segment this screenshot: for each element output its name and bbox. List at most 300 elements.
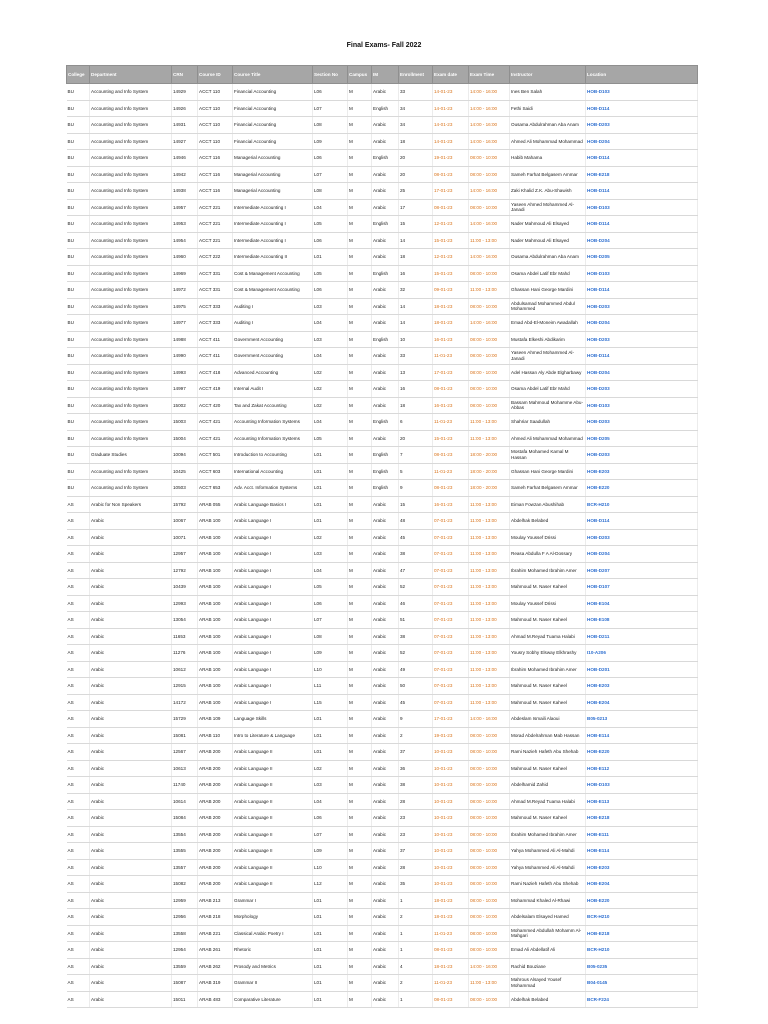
cell-enrollment: 20 [399,150,433,167]
cell-crn: 15003 [172,414,198,431]
cell-enrollment: 45 [399,529,433,546]
cell-college: BU [67,447,90,464]
cell-instructor: Nader Mahmoud Ali Elsayed [510,216,586,233]
cell-course-id: ACCT 110 [198,100,233,117]
cell-course-id: ACCT 110 [198,117,233,134]
table-row [67,942,698,959]
cell-loc: HOB-D114 [586,513,698,530]
cell-instructor: Ibrahim Mohamed Ibrahim Amer [510,562,586,579]
cell-im: Arabic [372,826,399,843]
cell-crn: 14997 [172,381,198,398]
cell-campus: M [348,117,372,134]
cell-date: 07-01-23 [433,661,469,678]
cell-time: 11:00 - 13:00 [469,645,510,662]
cell-college: BU [67,414,90,431]
cell-time: 11:00 - 13:00 [469,430,510,447]
cell-college: AS [67,628,90,645]
cell-college: AS [67,958,90,975]
cell-crn: 10613 [172,760,198,777]
cell-course-title: Arabic Language I [233,678,313,695]
cell-department: Arabic [90,513,172,530]
column-header-campus: Campus [348,66,372,84]
cell-date: 10-01-23 [433,793,469,810]
cell-loc: HOB-D203 [586,414,698,431]
cell-campus: M [348,612,372,629]
cell-section-no: L06 [313,595,348,612]
cell-date: 10-01-23 [433,810,469,827]
table-row [67,430,698,447]
cell-im: Arabic [372,546,399,563]
cell-im: English [372,150,399,167]
cell-instructor: Moulay Youssef Drissi [510,595,586,612]
cell-crn: 15082 [172,876,198,893]
cell-campus: M [348,183,372,200]
cell-college: AS [67,612,90,629]
cell-crn: 13054 [172,612,198,629]
table-row [67,859,698,876]
cell-enrollment: 28 [399,859,433,876]
cell-loc: HOB-D203 [586,298,698,315]
column-header-instructor: Instructor [510,66,586,84]
cell-college: BU [67,397,90,414]
cell-im: Arabic [372,199,399,216]
cell-time: 14:00 - 16:00 [469,711,510,728]
table-row [67,282,698,299]
cell-department: Arabic [90,529,172,546]
cell-instructor: Zaki Khalid Z.K. Abu-Shawish [510,183,586,200]
cell-campus: M [348,529,372,546]
cell-crn: 14960 [172,249,198,266]
cell-im: Arabic [372,793,399,810]
column-header-time: Exam Time [469,66,510,84]
cell-im: English [372,480,399,497]
cell-course-id: ARAB 100 [198,546,233,563]
cell-campus: M [348,546,372,563]
cell-time: 14:00 - 16:00 [469,249,510,266]
cell-section-no: L10 [313,859,348,876]
cell-course-title: Accounting Information Systems [233,430,313,447]
cell-instructor: Mahmoud M. Naser Kaheel [510,760,586,777]
cell-section-no: L01 [313,496,348,513]
cell-department: Arabic [90,810,172,827]
cell-loc: HOB-E204 [586,694,698,711]
table-row [67,727,698,744]
cell-loc: HOB-D204 [586,232,698,249]
cell-campus: M [348,265,372,282]
cell-im: English [372,265,399,282]
cell-college: AS [67,876,90,893]
cell-campus: M [348,447,372,464]
cell-course-title: Arabic Language I [233,612,313,629]
cell-date: 07-01-23 [433,562,469,579]
cell-instructor: Ibrahim Mohamed Ibrahim Amer [510,826,586,843]
cell-date: 11-01-23 [433,414,469,431]
cell-loc: HOB-D204 [586,546,698,563]
cell-section-no: L10 [313,661,348,678]
cell-date: 11-01-23 [433,463,469,480]
cell-department: Arabic [90,909,172,926]
cell-loc: BCR-H210 [586,909,698,926]
cell-course-id: ARAB 100 [198,645,233,662]
table-row [67,760,698,777]
cell-im: Arabic [372,892,399,909]
cell-im: Arabic [372,958,399,975]
cell-loc: HOB-E114 [586,727,698,744]
cell-department: Accounting and Info System [90,232,172,249]
cell-instructor: Yaseen Ahmed Mohammed Al-Janadi [510,199,586,216]
cell-campus: M [348,975,372,992]
cell-date: 11-01-23 [433,925,469,942]
cell-enrollment: 46 [399,595,433,612]
cell-im: Arabic [372,612,399,629]
cell-department: Arabic [90,859,172,876]
cell-campus: M [348,315,372,332]
cell-time: 08:00 - 10:00 [469,925,510,942]
cell-course-title: Arabic Language I [233,513,313,530]
cell-loc: HOB-D211 [586,628,698,645]
cell-crn: 14977 [172,315,198,332]
cell-date: 10-01-23 [433,777,469,794]
cell-section-no: L05 [313,265,348,282]
cell-course-title: Rhetoric [233,942,313,959]
table-row [67,678,698,695]
cell-loc: HOB-E104 [586,595,698,612]
column-header-loc: Location [586,66,698,84]
cell-campus: M [348,793,372,810]
cell-course-id: ARAB 100 [198,612,233,629]
cell-course-id: ACCT 418 [198,364,233,381]
cell-course-title: Financial Accounting [233,133,313,150]
cell-crn: 13559 [172,958,198,975]
cell-crn: 14972 [172,282,198,299]
cell-campus: M [348,414,372,431]
cell-enrollment: 34 [399,117,433,134]
cell-course-id: ARAB 200 [198,859,233,876]
cell-loc: HOB-E112 [586,760,698,777]
cell-course-title: Prosody and Metrics [233,958,313,975]
cell-instructor: Yahya Mohammed Ali Al-Mahdi [510,859,586,876]
cell-loc: HOB-E218 [586,166,698,183]
cell-time: 18:00 - 20:00 [469,463,510,480]
cell-loc: HOB-D114 [586,100,698,117]
table-row [67,513,698,530]
table-row [67,447,698,464]
cell-course-id: ACCT 421 [198,414,233,431]
cell-time: 11:00 - 13:00 [469,628,510,645]
cell-crn: 15792 [172,496,198,513]
cell-course-title: Arabic Language I [233,579,313,596]
cell-instructor: Abdulsamad Mohammed Abdul Mohammed [510,298,586,315]
cell-crn: 10614 [172,793,198,810]
cell-campus: M [348,298,372,315]
cell-instructor: Sameh Farhat Belgasem Ammar [510,166,586,183]
cell-section-no: L08 [313,117,348,134]
cell-course-id: ACCT 421 [198,430,233,447]
cell-college: BU [67,364,90,381]
cell-section-no: L05 [313,216,348,233]
cell-campus: M [348,331,372,348]
cell-section-no: L01 [313,513,348,530]
cell-im: Arabic [372,661,399,678]
cell-instructor: Habib Mahama [510,150,586,167]
cell-crn: 13557 [172,859,198,876]
cell-crn: 13554 [172,826,198,843]
cell-enrollment: 2 [399,727,433,744]
cell-section-no: L03 [313,298,348,315]
cell-department: Accounting and Info System [90,183,172,200]
cell-course-title: Arabic Language II [233,760,313,777]
cell-instructor: Moulay Youssef Drissi [510,529,586,546]
cell-course-id: ARAB 200 [198,777,233,794]
cell-im: Arabic [372,298,399,315]
cell-enrollment: 36 [399,760,433,777]
cell-instructor: Mohammed Abdullah Mohamm Al-Mahgari [510,925,586,942]
cell-enrollment: 13 [399,364,433,381]
cell-college: AS [67,925,90,942]
cell-date: 07-01-23 [433,628,469,645]
cell-instructor: Ousama Abdulrahman Aba Anam [510,117,586,134]
cell-course-title: Grammar I [233,892,313,909]
cell-time: 11:00 - 13:00 [469,612,510,629]
cell-crn: 13555 [172,843,198,860]
table-row [67,612,698,629]
cell-department: Accounting and Info System [90,249,172,266]
cell-time: 08:00 - 10:00 [469,892,510,909]
cell-campus: M [348,942,372,959]
cell-loc: I10-A206 [586,645,698,662]
cell-instructor: Abdelsalam Elsayed Hamed [510,909,586,926]
cell-instructor: Abdelhak Belabed [510,991,586,1008]
cell-im: Arabic [372,991,399,1008]
cell-department: Arabic [90,958,172,975]
table-row [67,991,698,1008]
cell-loc: HOB-D204 [586,133,698,150]
cell-section-no: L08 [313,628,348,645]
cell-college: AS [67,562,90,579]
cell-date: 07-01-23 [433,546,469,563]
cell-college: BU [67,381,90,398]
cell-time: 08:00 - 10:00 [469,843,510,860]
cell-loc: HOB-D201 [586,661,698,678]
cell-department: Accounting and Info System [90,282,172,299]
cell-time: 11:00 - 13:00 [469,562,510,579]
cell-im: Arabic [372,166,399,183]
cell-campus: M [348,909,372,926]
cell-campus: M [348,661,372,678]
cell-campus: M [348,397,372,414]
cell-course-id: ARAB 200 [198,876,233,893]
cell-time: 08:00 - 10:00 [469,381,510,398]
cell-time: 08:00 - 10:00 [469,942,510,959]
cell-section-no: L06 [313,150,348,167]
cell-section-no: L01 [313,942,348,959]
cell-loc: HOB-D103 [586,84,698,101]
cell-instructor: Mustafa Elkeshi Abdikarim [510,331,586,348]
cell-enrollment: 50 [399,678,433,695]
cell-crn: 15081 [172,727,198,744]
cell-im: Arabic [372,183,399,200]
cell-college: AS [67,694,90,711]
cell-course-id: ACCT 222 [198,249,233,266]
cell-campus: M [348,727,372,744]
cell-loc: HOB-D203 [586,117,698,134]
cell-campus: M [348,777,372,794]
cell-course-title: Cost & Management Accounting [233,265,313,282]
cell-course-title: Language Skills [233,711,313,728]
cell-date: 18-01-23 [433,315,469,332]
cell-date: 16-01-23 [433,397,469,414]
cell-time: 08:00 - 10:00 [469,166,510,183]
table-row [67,117,698,134]
cell-im: Arabic [372,496,399,513]
cell-section-no: L01 [313,480,348,497]
cell-crn: 15004 [172,430,198,447]
cell-section-no: L01 [313,991,348,1008]
cell-department: Accounting and Info System [90,364,172,381]
cell-loc: BCR-F224 [586,991,698,1008]
cell-course-id: ARAB 200 [198,810,233,827]
cell-loc: HOB-D203 [586,381,698,398]
cell-crn: 14988 [172,331,198,348]
cell-section-no: L07 [313,166,348,183]
cell-im: Arabic [372,975,399,992]
cell-enrollment: 1 [399,991,433,1008]
cell-enrollment: 1 [399,942,433,959]
cell-college: AS [67,645,90,662]
table-row [67,694,698,711]
cell-im: Arabic [372,628,399,645]
cell-section-no: L09 [313,133,348,150]
cell-instructor: Yahya Mohammed Ali Al-Mahdi [510,843,586,860]
table-row [67,100,698,117]
cell-time: 08:00 - 10:00 [469,876,510,893]
cell-time: 14:00 - 16:00 [469,133,510,150]
cell-course-id: ACCT 419 [198,381,233,398]
cell-college: AS [67,843,90,860]
cell-section-no: L02 [313,381,348,398]
cell-campus: M [348,579,372,596]
table-body [67,84,698,1008]
cell-loc: BCR-H210 [586,496,698,513]
cell-college: AS [67,744,90,761]
cell-instructor: Abdelhak Belabed [510,513,586,530]
cell-loc: HOB-E204 [586,876,698,893]
table-row [67,199,698,216]
cell-im: Arabic [372,727,399,744]
table-row [67,298,698,315]
cell-department: Accounting and Info System [90,100,172,117]
cell-enrollment: 16 [399,265,433,282]
cell-course-title: Arabic Language II [233,876,313,893]
table-row [67,925,698,942]
cell-enrollment: 2 [399,909,433,926]
cell-department: Accounting and Info System [90,430,172,447]
cell-loc: HOB-D107 [586,579,698,596]
cell-campus: M [348,480,372,497]
cell-instructor: Mahmoud M. Naser Kaheel [510,612,586,629]
cell-date: 10-01-23 [433,744,469,761]
cell-instructor: Osama Abdel Latif Ebr Mahd [510,381,586,398]
cell-crn: 14938 [172,183,198,200]
column-header-enrollment: Enrollment [399,66,433,84]
cell-college: AS [67,661,90,678]
cell-department: Accounting and Info System [90,265,172,282]
cell-date: 18-01-23 [433,298,469,315]
cell-course-id: ACCT 411 [198,331,233,348]
cell-crn: 11653 [172,628,198,645]
cell-time: 08:00 - 10:00 [469,265,510,282]
cell-course-title: Intermediate Accounting II [233,249,313,266]
cell-course-title: Auditing I [233,298,313,315]
cell-date: 09-01-23 [433,282,469,299]
cell-section-no: L01 [313,249,348,266]
cell-loc: HOB-E113 [586,793,698,810]
cell-college: BU [67,117,90,134]
cell-enrollment: 17 [399,199,433,216]
cell-department: Arabic [90,991,172,1008]
cell-im: Arabic [372,843,399,860]
cell-enrollment: 15 [399,496,433,513]
cell-campus: M [348,826,372,843]
table-row [67,562,698,579]
cell-crn: 14931 [172,117,198,134]
cell-date: 14-01-23 [433,84,469,101]
cell-enrollment: 18 [399,249,433,266]
cell-date: 17-01-23 [433,183,469,200]
cell-campus: M [348,513,372,530]
cell-campus: M [348,166,372,183]
cell-date: 17-01-23 [433,364,469,381]
cell-section-no: L07 [313,826,348,843]
cell-course-title: Adv. Acct. Information Systems [233,480,313,497]
cell-college: AS [67,529,90,546]
cell-date: 12-01-23 [433,249,469,266]
cell-department: Arabic [90,942,172,959]
cell-loc: HOB-D114 [586,348,698,365]
cell-department: Arabic [90,612,172,629]
cell-department: Accounting and Info System [90,216,172,233]
table-row [67,975,698,992]
cell-loc: HOB-E218 [586,925,698,942]
cell-im: Arabic [372,249,399,266]
cell-loc: HOB-E108 [586,612,698,629]
cell-college: AS [67,678,90,695]
cell-course-title: Managerial Accounting [233,166,313,183]
cell-im: Arabic [372,810,399,827]
cell-course-id: ARAB 110 [198,727,233,744]
cell-date: 15-01-23 [433,232,469,249]
cell-campus: M [348,133,372,150]
cell-time: 18:00 - 20:00 [469,480,510,497]
cell-campus: M [348,843,372,860]
cell-department: Arabic [90,744,172,761]
cell-date: 17-01-23 [433,711,469,728]
table-row [67,595,698,612]
cell-course-id: ACCT 110 [198,84,233,101]
cell-enrollment: 14 [399,232,433,249]
cell-campus: M [348,595,372,612]
cell-course-title: Auditing I [233,315,313,332]
cell-department: Accounting and Info System [90,150,172,167]
cell-crn: 14954 [172,232,198,249]
cell-course-id: ARAB 100 [198,694,233,711]
cell-time: 18:00 - 20:00 [469,447,510,464]
cell-college: BU [67,150,90,167]
cell-department: Accounting and Info System [90,133,172,150]
cell-course-title: Arabic Language II [233,793,313,810]
cell-crn: 14942 [172,166,198,183]
cell-section-no: L02 [313,760,348,777]
